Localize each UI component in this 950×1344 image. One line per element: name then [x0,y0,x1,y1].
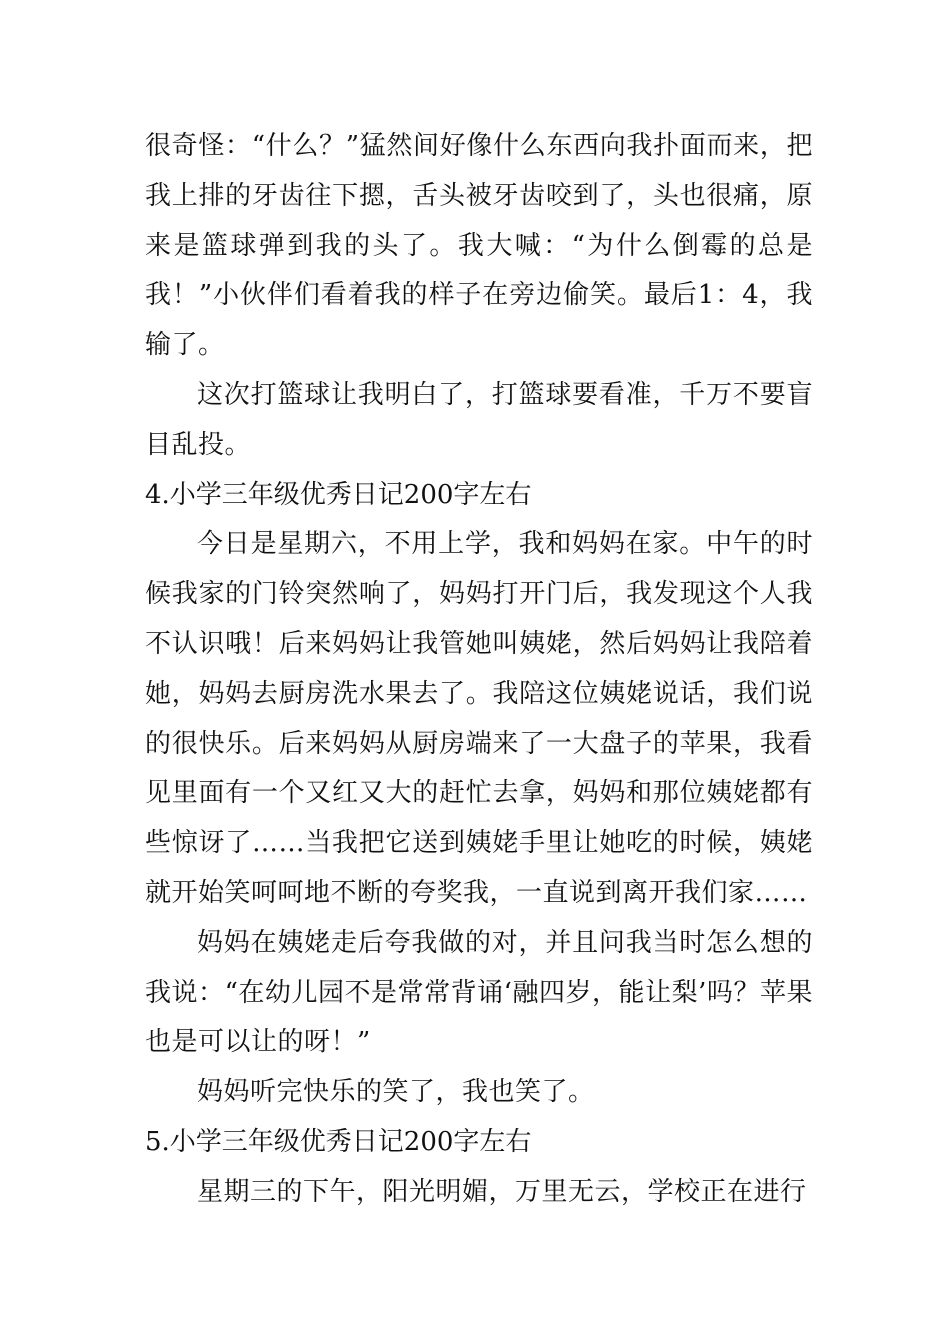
paragraph-wednesday-start: 星期三的下午，阳光明媚，万里无云，学校正在进行 [197,1176,807,1207]
paragraph-mother-praise: 妈妈在姨姥走后夸我做的对，并且问我当时怎么想的我说：“在幼儿园不是常常背诵‘融四岁，能让梨’吗？苹果也是可以让的呀！” [145,927,813,1058]
paragraph-basketball-lesson: 这次打篮球让我明白了，打篮球要看准，千万不要盲目乱投。 [145,379,813,460]
section-heading-4: 4.小学三年级优秀日记200字左右 [145,479,532,510]
document-body [145,122,813,1218]
paragraph-saturday-visit: 今日是星期六，不用上学，我和妈妈在家。中午的时候我家的门铃突然响了，妈妈打开门后，我发现这个人我不认识哦！后来妈妈让我管她叫姨姥，然后妈妈让我陪着她，妈妈去厨房洗水果去了。我陪这位姨姥说话，我们说的很快乐。后来妈妈从厨房端来了一大盘子的苹果，我看见里面有一个又红又大的赶忙去拿，妈妈和那位姨姥都有些惊讶了……当我把它送到姨姥手里让她吃的时候，姨姥就开始笑呵呵地不断的夸奖我，一直说到离开我们家…… [145,529,813,908]
paragraph-laughter: 妈妈听完快乐的笑了，我也笑了。 [197,1077,595,1108]
paragraph-basketball-story: 很奇怪：“什么？”猛然间好像什么东西向我扑面而来，把我上排的牙齿往下摁，舌头被牙齿咬到了，头也很痛，原来是篮球弹到我的头了。我大喊：“为什么倒霉的总是我！”小伙伴们看着我的样子在旁边偷笑。最后1：4，我输了。 [145,131,813,361]
section-heading-5: 5.小学三年级优秀日记200字左右 [145,1126,532,1157]
